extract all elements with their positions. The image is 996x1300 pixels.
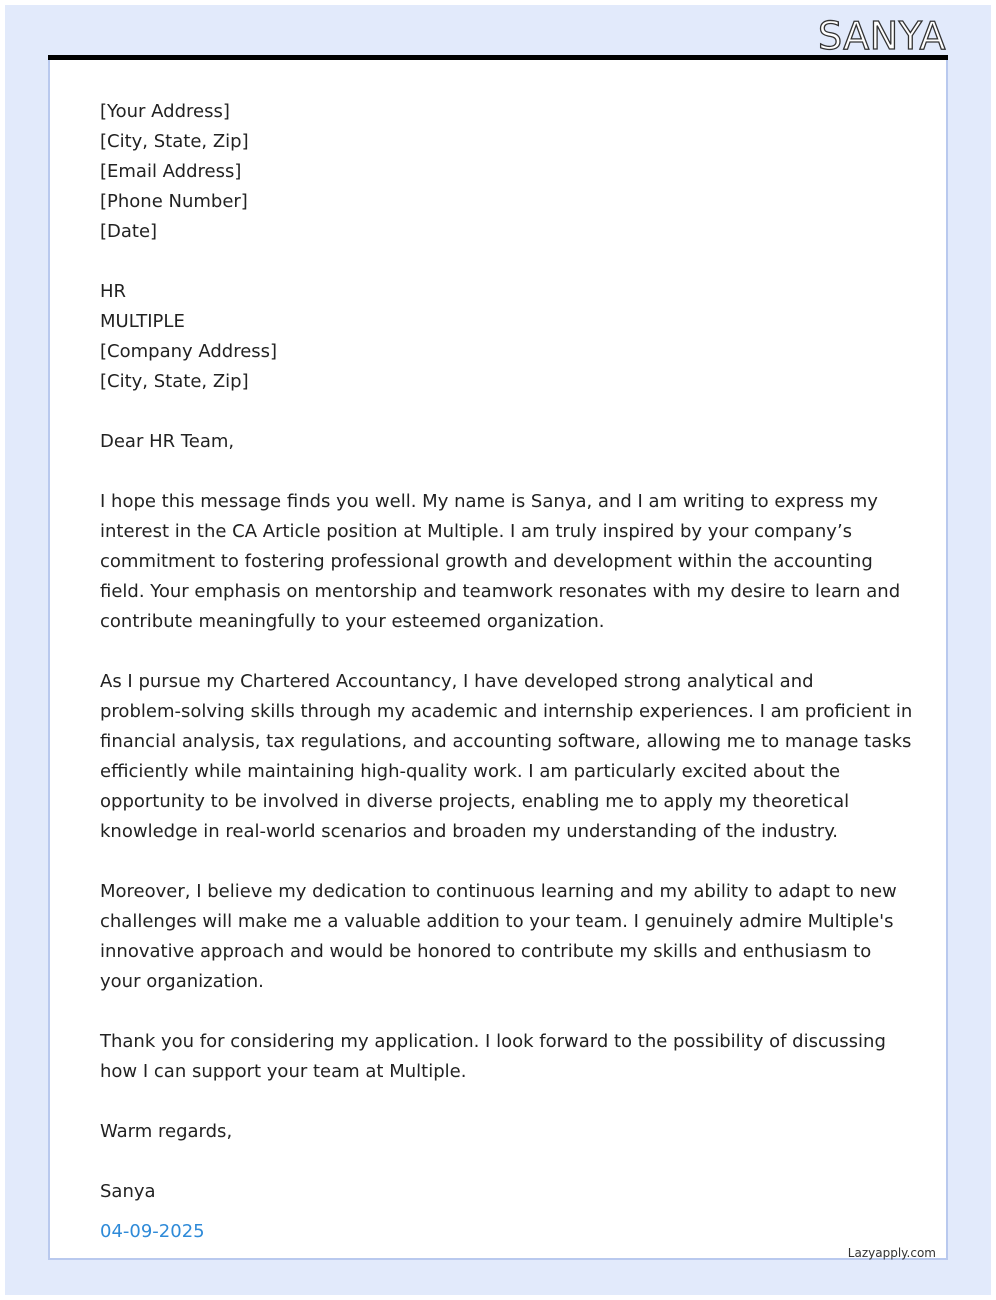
paragraph-intro xyxy=(100,487,901,637)
recipient-block xyxy=(100,277,895,397)
sender-block xyxy=(100,97,895,247)
paragraph-line: Moreover, I believe my dedication to continuous learning and my ability to adapt to new xyxy=(100,881,897,902)
sender-phone: [Phone Number] xyxy=(100,191,248,212)
brand-name: SANYA xyxy=(817,14,946,58)
recipient-city-state-zip: [City, State, Zip] xyxy=(100,371,249,392)
letter-body xyxy=(100,97,913,1247)
paragraph-line: commitment to fostering professional growth and development within the accounting xyxy=(100,551,873,572)
sender-date: [Date] xyxy=(100,221,158,242)
closing: Warm regards, xyxy=(100,1121,233,1142)
paragraph-thanks xyxy=(100,1027,895,1087)
paragraph-line: I hope this message finds you well. My name is Sanya, and I am writing to express my xyxy=(100,491,878,512)
paragraph-line: problem-solving skills through my academic and internship experiences. I am proficient in xyxy=(100,701,913,722)
paragraph-line: how I can support your team at Multiple. xyxy=(100,1061,467,1082)
paragraph-line: knowledge in real-world scenarios and broaden my understanding of the industry. xyxy=(100,821,838,842)
paragraph-line: your organization. xyxy=(100,971,264,992)
paragraph-line: As I pursue my Chartered Accountancy, I have developed strong analytical and xyxy=(100,671,814,692)
paragraph-skills xyxy=(100,667,913,847)
spacer xyxy=(100,247,895,277)
paragraph-line: financial analysis, tax regulations, and accounting software, allowing me to manage tasks xyxy=(100,731,912,752)
paragraph-line: innovative approach and would be honored to contribute my skills and enthusiasm to xyxy=(100,941,872,962)
sender-city-state-zip: [City, State, Zip] xyxy=(100,131,249,152)
paragraph-line: efficiently while maintaining high-quality work. I am particularly excited about the xyxy=(100,761,841,782)
footer-watermark: Lazyapply.com xyxy=(847,1246,936,1260)
paragraph-line: field. Your emphasis on mentorship and teamwork resonates with my desire to learn and xyxy=(100,581,901,602)
spacer xyxy=(100,457,895,487)
header-rule xyxy=(48,55,948,60)
spacer xyxy=(100,997,895,1027)
spacer xyxy=(100,1147,895,1177)
recipient-title: HR xyxy=(100,281,127,302)
signature-name: Sanya xyxy=(100,1181,156,1202)
recipient-company: MULTIPLE xyxy=(100,311,185,332)
recipient-address: [Company Address] xyxy=(100,341,278,362)
paragraph-line: challenges will make me a valuable addition to your team. I genuinely admire Multiple's xyxy=(100,911,894,932)
spacer xyxy=(100,1087,895,1117)
spacer xyxy=(100,637,895,667)
paragraph-line: Thank you for considering my application. I look forward to the possibility of discussing xyxy=(100,1031,886,1052)
spacer xyxy=(100,397,895,427)
signature-date: 04-09-2025 xyxy=(100,1221,205,1242)
paragraph-dedication xyxy=(100,877,895,997)
paragraph-line: interest in the CA Article position at Multiple. I am truly inspired by your company’s xyxy=(100,521,853,542)
paragraph-line: contribute meaningfully to your esteemed organization. xyxy=(100,611,605,632)
spacer xyxy=(100,847,895,877)
sender-email: [Email Address] xyxy=(100,161,242,182)
salutation: Dear HR Team, xyxy=(100,431,235,452)
paragraph-line: opportunity to be involved in diverse projects, enabling me to apply my theoretical xyxy=(100,791,850,812)
sender-address: [Your Address] xyxy=(100,101,230,122)
